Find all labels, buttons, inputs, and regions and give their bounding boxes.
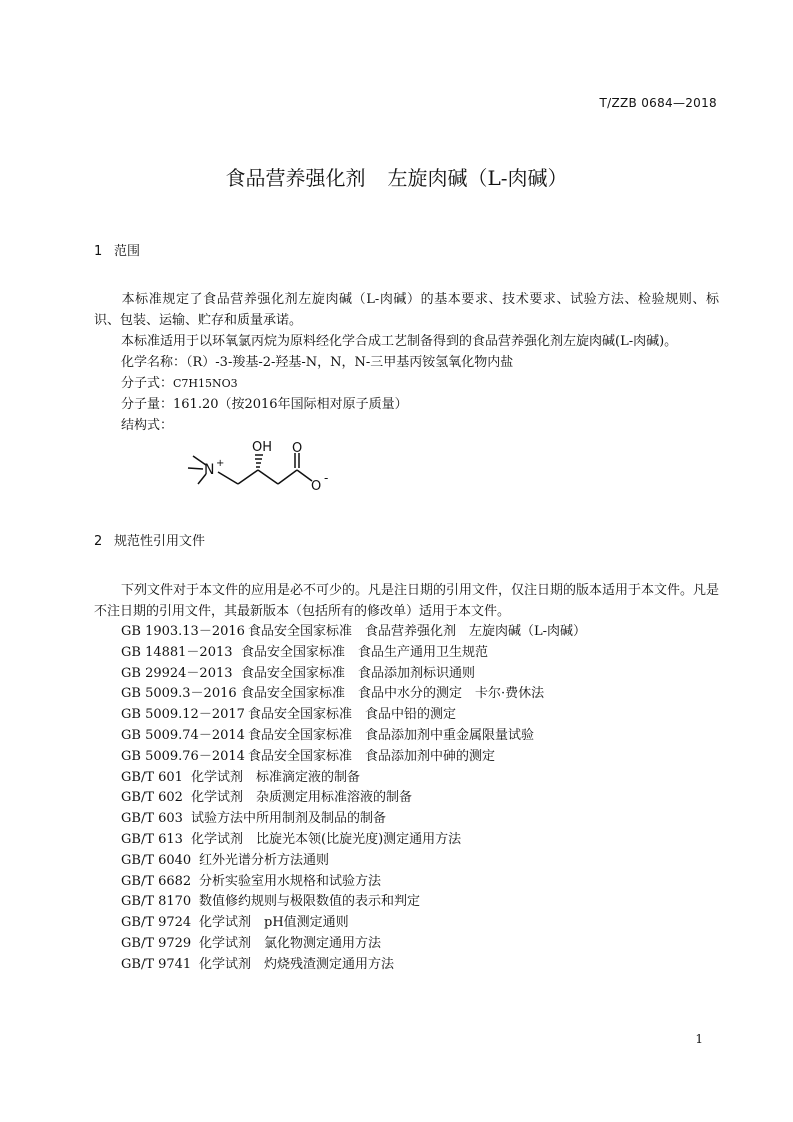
formula-value: C7H15NO3 — [173, 377, 238, 390]
reference-item: GB 14881－2013 食品安全国家标准 食品生产通用卫生规范 — [121, 644, 489, 660]
title-main: 食品营养强化剂 — [225, 166, 366, 190]
reference-item: GB/T 601 化学试剂 标准滴定液的制备 — [121, 769, 361, 785]
scope-paragraph-1: 本标准规定了食品营养强化剂左旋肉碱（L-肉碱）的基本要求、技术要求、试验方法、检验规则、标识、包装、运输、贮存和质量承诺。 — [94, 292, 719, 328]
molecular-formula — [121, 373, 238, 394]
chemical-name: 化学名称：（R）-3-羧基-2-羟基-N，N，N-三甲基丙铵氢氧化物内盐 — [121, 355, 514, 370]
atom-o-carbonyl: O — [292, 441, 303, 456]
reference-item: GB 5009.74－2014 食品安全国家标准 食品添加剂中重金属限量试验 — [121, 727, 535, 743]
stereo-hash-bond — [255, 455, 263, 467]
standard-code: T/ZZB 0684—2018 — [599, 96, 717, 110]
bond-c3-c4 — [278, 470, 297, 484]
bond-methyl-2 — [188, 468, 203, 469]
atom-oh: OH — [252, 440, 273, 455]
reference-item: GB/T 6682 分析实验室用水规格和试验方法 — [121, 873, 382, 889]
section-1-number: 1 — [94, 244, 103, 259]
reference-list — [121, 622, 586, 976]
formula-label: 分子式： — [121, 376, 174, 391]
charge-plus: + — [216, 458, 225, 469]
references-intro: 下列文件对于本文件的应用是必不可少的。凡是注日期的引用文件，仅注日期的版本适用于本文件。凡是不注日期的引用文件，其最新版本（包括所有的修改单）适用于本文件。 — [94, 583, 720, 619]
reference-item: GB 29924－2013 食品安全国家标准 食品添加剂标识通则 — [121, 665, 476, 681]
reference-item: GB 5009.3－2016 食品安全国家标准 食品中水分的测定 卡尔·费休法 — [121, 686, 545, 702]
reference-item: GB/T 602 化学试剂 杂质测定用标准溶液的制备 — [121, 790, 413, 806]
reference-item: GB 5009.76－2014 食品安全国家标准 食品添加剂中砷的测定 — [121, 748, 496, 764]
section-1-title: 范围 — [114, 244, 141, 259]
charge-minus: - — [324, 471, 329, 485]
reference-item: GB/T 613 化学试剂 比旋光本领(比旋光度)测定通用方法 — [121, 831, 462, 847]
reference-item: GB/T 9741 化学试剂 灼烧残渣测定通用方法 — [121, 956, 395, 972]
section-2-number: 2 — [94, 534, 103, 549]
page-number: 1 — [695, 1032, 703, 1046]
document-title — [0, 162, 793, 191]
reference-item: GB/T 9729 化学试剂 氯化物测定通用方法 — [121, 935, 382, 951]
bond-c4-o-single — [297, 470, 312, 481]
scope-paragraph-2: 本标准适用于以环氧氯丙烷为原料经化学合成工艺制备得到的食品营养强化剂左旋肉碱(L-肉碱)。 — [121, 334, 678, 349]
molecular-weight: 分子量：161.20（按2016年国际相对原子质量） — [121, 397, 408, 412]
bond-n-c1 — [218, 472, 238, 484]
atom-o-carboxylate: O — [311, 479, 322, 494]
structural-formula — [186, 432, 336, 498]
reference-item: GB 5009.12－2017 食品安全国家标准 食品中铅的测定 — [121, 707, 457, 723]
bond-c1-c2 — [238, 470, 258, 484]
reference-item: GB/T 603 试验方法中所用制剂及制品的制备 — [121, 811, 387, 827]
reference-item: GB/T 9724 化学试剂 pH值测定通则 — [121, 915, 349, 931]
atom-n: N — [204, 462, 215, 478]
reference-item: GB/T 6040 红外光谱分析方法通则 — [121, 852, 330, 868]
structure-label: 结构式： — [121, 418, 174, 433]
title-sub: 左旋肉碱（L-肉碱） — [387, 166, 568, 190]
section-1-heading — [94, 240, 140, 259]
reference-item: GB/T 8170 数值修约规则与极限数值的表示和判定 — [121, 894, 421, 910]
bond-c2-c3 — [258, 470, 278, 484]
section-2-heading — [94, 530, 205, 549]
reference-item: GB 1903.13－2016 食品安全国家标准 食品营养强化剂 左旋肉碱（L-肉碱） — [121, 624, 587, 639]
section-2-title: 规范性引用文件 — [114, 534, 206, 549]
